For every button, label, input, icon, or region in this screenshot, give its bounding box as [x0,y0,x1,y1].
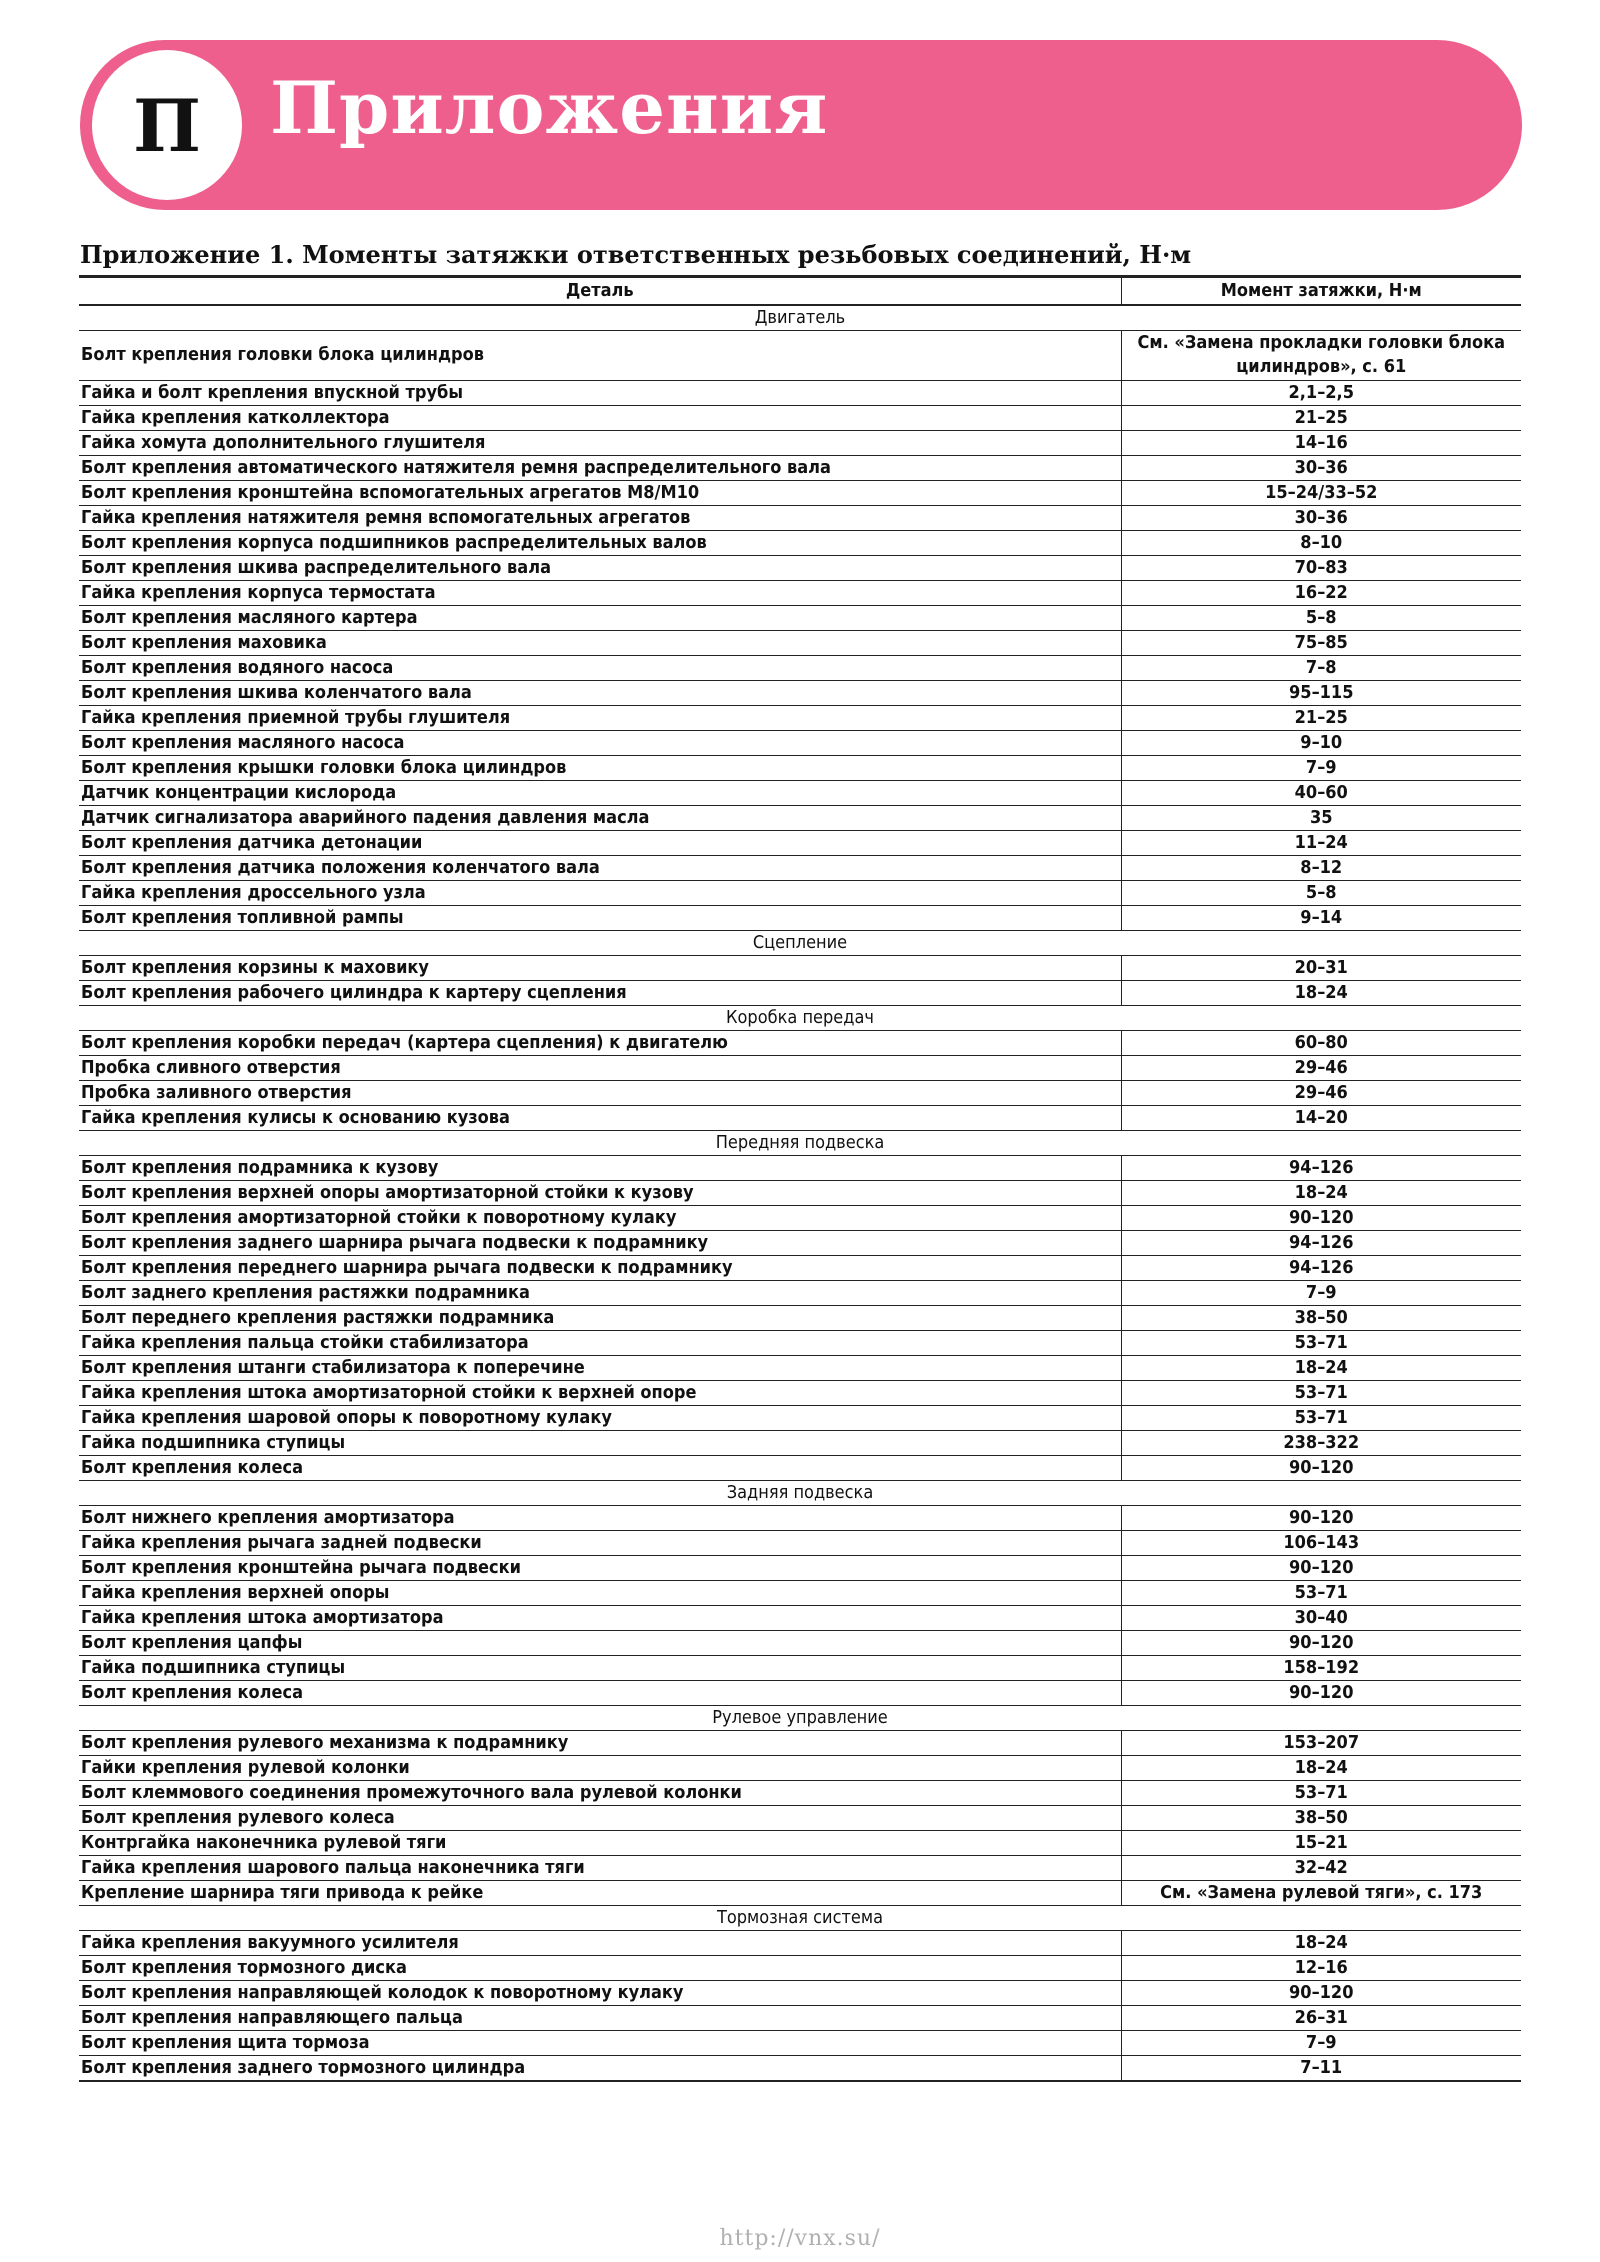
part-name: Болт крепления рулевого механизма к подрамнику [79,1730,1121,1755]
table-row [79,1155,1521,1180]
part-name: Болт крепления кронштейна рычага подвески [79,1555,1121,1580]
torque-value: 94–126 [1121,1155,1521,1180]
table-row [79,1605,1521,1630]
table-row [79,1580,1521,1605]
torque-value: 90–120 [1121,1555,1521,1580]
part-name: Болт крепления топливной рампы [79,905,1121,930]
torque-value: 38–50 [1121,1805,1521,1830]
table-row [79,1180,1521,1205]
part-name: Болт крепления подрамника к кузову [79,1155,1121,1180]
torque-value: 153–207 [1121,1730,1521,1755]
table-row [79,980,1521,1005]
torque-value: 75–85 [1121,630,1521,655]
table-row [79,805,1521,830]
part-name: Болт крепления тормозного диска [79,1955,1121,1980]
table-row [79,1380,1521,1405]
part-name: Гайки крепления рулевой колонки [79,1755,1121,1780]
table-row [79,1405,1521,1430]
part-name: Болт крепления датчика положения коленчатого вала [79,855,1121,880]
section-title: Коробка передач [79,1005,1521,1030]
part-name: Болт крепления цапфы [79,1630,1121,1655]
torque-value: 8–10 [1121,530,1521,555]
torque-value: 90–120 [1121,1980,1521,2005]
table-row [79,505,1521,530]
torque-value: 90–120 [1121,1205,1521,1230]
part-name: Болт крепления крышки головки блока цилиндров [79,755,1121,780]
table-row [79,1505,1521,1530]
part-name: Контргайка наконечника рулевой тяги [79,1830,1121,1855]
part-name: Пробка сливного отверстия [79,1055,1121,1080]
section-title: Рулевое управление [79,1705,1521,1730]
part-name: Болт крепления заднего тормозного цилиндра [79,2055,1121,2081]
section-title: Двигатель [79,305,1521,331]
torque-value: 26–31 [1121,2005,1521,2030]
part-name: Болт крепления маховика [79,630,1121,655]
table-row [79,455,1521,480]
part-name: Болт крепления рабочего цилиндра к картеру сцепления [79,980,1121,1005]
torque-value: 30–36 [1121,505,1521,530]
torque-value: 90–120 [1121,1630,1521,1655]
torque-value: 21–25 [1121,405,1521,430]
torque-value: 14–16 [1121,430,1521,455]
table-row [79,705,1521,730]
table-row [79,1055,1521,1080]
table-row [79,1930,1521,1955]
torque-value: 15–21 [1121,1830,1521,1855]
torque-value: 90–120 [1121,1505,1521,1530]
torque-value: 20–31 [1121,955,1521,980]
torque-value: 35 [1121,805,1521,830]
table-row [79,630,1521,655]
part-name: Болт крепления штанги стабилизатора к поперечине [79,1355,1121,1380]
part-name: Болт крепления направляющего пальца [79,2005,1121,2030]
torque-value: 5–8 [1121,605,1521,630]
table-row [79,1230,1521,1255]
part-name: Гайка крепления рычага задней подвески [79,1530,1121,1555]
part-name: Болт крепления головки блока цилиндров [79,330,1121,380]
part-name: Болт клеммового соединения промежуточного вала рулевой колонки [79,1780,1121,1805]
table-body [79,305,1521,2081]
footer-url: http://vnx.su/ [719,2226,881,2251]
section-row [79,1905,1521,1930]
part-name: Гайка крепления корпуса термостата [79,580,1121,605]
part-name: Гайка крепления штока амортизатора [79,1605,1121,1630]
torque-value: 7–9 [1121,1280,1521,1305]
torque-value: 21–25 [1121,705,1521,730]
table-row [79,1555,1521,1580]
table-row [79,655,1521,680]
torque-value: 30–36 [1121,455,1521,480]
torque-value: 94–126 [1121,1255,1521,1280]
part-name: Болт крепления корзины к маховику [79,955,1121,980]
torque-value: 9–10 [1121,730,1521,755]
torque-value: 16–22 [1121,580,1521,605]
torque-value: 14–20 [1121,1105,1521,1130]
table-row [79,2030,1521,2055]
table-row [79,2005,1521,2030]
part-name: Гайка подшипника ступицы [79,1430,1121,1455]
part-name: Крепление шарнира тяги привода к рейке [79,1880,1121,1905]
part-name: Болт крепления водяного насоса [79,655,1121,680]
part-name: Болт переднего крепления растяжки подрамника [79,1305,1121,1330]
torque-value: 12–16 [1121,1955,1521,1980]
table-row [79,380,1521,405]
part-name: Болт крепления заднего шарнира рычага подвески к подрамнику [79,1230,1121,1255]
part-name: Гайка хомута дополнительного глушителя [79,430,1121,455]
table-row [79,430,1521,455]
table-row [79,1655,1521,1680]
torque-value: См. «Замена рулевой тяги», с. 173 [1121,1880,1521,1905]
part-name: Болт крепления щита тормоза [79,2030,1121,2055]
section-title: Задняя подвеска [79,1480,1521,1505]
torque-value: 53–71 [1121,1780,1521,1805]
table-row [79,330,1521,380]
table-row [79,1780,1521,1805]
part-name: Болт крепления колеса [79,1455,1121,1480]
part-name: Болт нижнего крепления амортизатора [79,1505,1121,1530]
part-name: Гайка крепления приемной трубы глушителя [79,705,1121,730]
part-name: Болт крепления переднего шарнира рычага подвески к подрамнику [79,1255,1121,1280]
torque-value: См. «Замена прокладки головки блока цилиндров», с. 61 [1121,330,1521,380]
torque-value: 5–8 [1121,880,1521,905]
part-name: Гайка крепления натяжителя ремня вспомогательных агрегатов [79,505,1121,530]
table-row [79,1430,1521,1455]
torque-value: 9–14 [1121,905,1521,930]
part-name: Датчик концентрации кислорода [79,780,1121,805]
part-name: Датчик сигнализатора аварийного падения давления масла [79,805,1121,830]
part-name: Болт крепления коробки передач (картера сцепления) к двигателю [79,1030,1121,1055]
part-name: Гайка крепления дроссельного узла [79,880,1121,905]
part-name: Болт крепления колеса [79,1680,1121,1705]
part-name: Болт крепления масляного картера [79,605,1121,630]
torque-value: 7–11 [1121,2055,1521,2081]
torque-value: 29–46 [1121,1055,1521,1080]
table-row [79,1830,1521,1855]
table-row [79,1255,1521,1280]
table-caption: Приложение 1. Моменты затяжки ответственных резьбовых соединений, Н·м [80,240,1192,269]
torque-value: 53–71 [1121,1380,1521,1405]
table-row [79,1355,1521,1380]
table-row [79,1805,1521,1830]
part-name: Болт крепления кронштейна вспомогательных агрегатов М8/М10 [79,480,1121,505]
part-name: Пробка заливного отверстия [79,1080,1121,1105]
part-name: Болт крепления шкива распределительного вала [79,555,1121,580]
table-row [79,405,1521,430]
torque-value: 40–60 [1121,780,1521,805]
torque-value: 90–120 [1121,1455,1521,1480]
torque-value: 2,1–2,5 [1121,380,1521,405]
table-row [79,1980,1521,2005]
torque-value: 38–50 [1121,1305,1521,1330]
table-row [79,580,1521,605]
table-row [79,1280,1521,1305]
section-title: Сцепление [79,930,1521,955]
part-name: Гайка крепления катколлектора [79,405,1121,430]
part-name: Болт крепления направляющей колодок к поворотному кулаку [79,1980,1121,2005]
torque-value: 95–115 [1121,680,1521,705]
table-row [79,480,1521,505]
table-row [79,1880,1521,1905]
part-name: Болт крепления корпуса подшипников распределительных валов [79,530,1121,555]
part-name: Гайка крепления верхней опоры [79,1580,1121,1605]
torque-value: 7–9 [1121,2030,1521,2055]
torque-value: 7–9 [1121,755,1521,780]
torque-value: 53–71 [1121,1330,1521,1355]
table-row [79,955,1521,980]
table-row [79,1630,1521,1655]
table-row [79,730,1521,755]
torque-value: 32–42 [1121,1855,1521,1880]
part-name: Болт крепления верхней опоры амортизаторной стойки к кузову [79,1180,1121,1205]
torque-value: 18–24 [1121,980,1521,1005]
table-row [79,755,1521,780]
table-row [79,680,1521,705]
part-name: Гайка и болт крепления впускной трубы [79,380,1121,405]
part-name: Болт заднего крепления растяжки подрамника [79,1280,1121,1305]
table-row [79,1030,1521,1055]
table-row [79,605,1521,630]
table-row [79,1855,1521,1880]
section-title: Передняя подвеска [79,1130,1521,1155]
section-row [79,305,1521,331]
part-name: Гайка крепления кулисы к основанию кузова [79,1105,1121,1130]
part-name: Гайка крепления штока амортизаторной стойки к верхней опоре [79,1380,1121,1405]
table-row [79,1530,1521,1555]
torque-value: 18–24 [1121,1180,1521,1205]
torque-value: 7–8 [1121,655,1521,680]
torque-value: 8–12 [1121,855,1521,880]
table-row [79,1330,1521,1355]
table-row [79,2055,1521,2081]
chapter-badge: П [92,50,242,200]
torque-value: 18–24 [1121,1355,1521,1380]
table-row [79,1730,1521,1755]
table-row [79,1955,1521,1980]
torque-value: 29–46 [1121,1080,1521,1105]
part-name: Болт крепления автоматического натяжителя ремня распределительного вала [79,455,1121,480]
part-name: Гайка крепления вакуумного усилителя [79,1930,1121,1955]
part-name: Болт крепления шкива коленчатого вала [79,680,1121,705]
table-row [79,905,1521,930]
column-header-part: Деталь [79,277,1121,305]
torque-value: 18–24 [1121,1755,1521,1780]
part-name: Гайка крепления шарового пальца наконечника тяги [79,1855,1121,1880]
torque-value: 53–71 [1121,1405,1521,1430]
torque-value: 53–71 [1121,1580,1521,1605]
table-row [79,1755,1521,1780]
table-row [79,1305,1521,1330]
torque-value: 70–83 [1121,555,1521,580]
part-name: Болт крепления рулевого колеса [79,1805,1121,1830]
section-row [79,1005,1521,1030]
table-row [79,880,1521,905]
part-name: Болт крепления амортизаторной стойки к поворотному кулаку [79,1205,1121,1230]
part-name: Гайка крепления пальца стойки стабилизатора [79,1330,1121,1355]
table-row [79,1105,1521,1130]
section-row [79,1480,1521,1505]
table-row [79,1080,1521,1105]
table-row [79,780,1521,805]
section-title: Тормозная система [79,1905,1521,1930]
table-row [79,530,1521,555]
torque-value: 158–192 [1121,1655,1521,1680]
part-name: Болт крепления масляного насоса [79,730,1121,755]
torque-table [79,275,1521,2082]
table-row [79,855,1521,880]
table-row [79,1205,1521,1230]
torque-value: 18–24 [1121,1930,1521,1955]
part-name: Гайка крепления шаровой опоры к поворотному кулаку [79,1405,1121,1430]
section-row [79,1130,1521,1155]
table-row [79,1680,1521,1705]
torque-value: 15–24/33–52 [1121,480,1521,505]
column-header-torque: Момент затяжки, Н·м [1121,277,1521,305]
part-name: Гайка подшипника ступицы [79,1655,1121,1680]
page-title: Приложения [270,65,829,150]
torque-value: 30–40 [1121,1605,1521,1630]
torque-value: 11–24 [1121,830,1521,855]
part-name: Болт крепления датчика детонации [79,830,1121,855]
torque-value: 60–80 [1121,1030,1521,1055]
table-row [79,830,1521,855]
table-header-row [79,277,1521,305]
torque-value: 238–322 [1121,1430,1521,1455]
table-row [79,1455,1521,1480]
torque-value: 90–120 [1121,1680,1521,1705]
torque-value: 106–143 [1121,1530,1521,1555]
section-row [79,930,1521,955]
torque-value: 94–126 [1121,1230,1521,1255]
section-row [79,1705,1521,1730]
table-row [79,555,1521,580]
